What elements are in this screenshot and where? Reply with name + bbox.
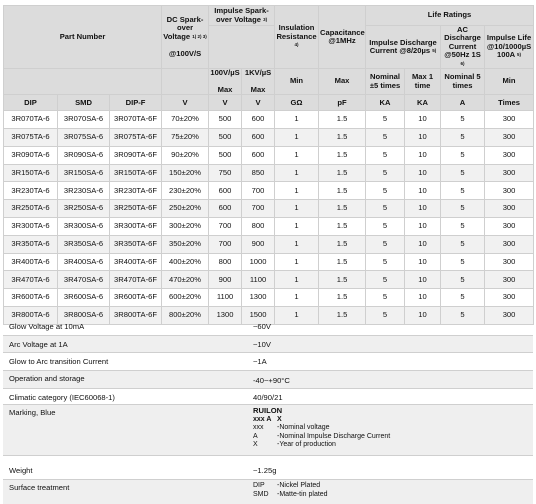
dipf-cell: 3R470TA-6F (110, 271, 162, 289)
glow-voltage-value: ~60V (253, 322, 271, 331)
max-discharge-cell: 10 (405, 235, 441, 253)
glow-voltage-label: Glow Voltage at 10mA (9, 322, 85, 331)
capacitance-cell: 1.5 (319, 111, 366, 129)
nominal-discharge-cell: 5 (366, 111, 405, 129)
impulse-life-cell: 300 (485, 129, 534, 147)
table-row (4, 218, 534, 236)
impulse-sparkover-header: Impulse Spark-over Voltage $^{3)}$ (209, 6, 275, 26)
smd-cell: 3R075SA-6 (58, 129, 110, 147)
weight-value: ~1.25g (253, 466, 277, 475)
impulse-life-header: Impulse Life @10/1000µS 100A $^{5)}$ (485, 26, 534, 69)
impulse-100-cell: 500 (209, 111, 242, 129)
nominal-discharge-cell: 5 (366, 235, 405, 253)
dc-sparkover-header: DC Spark-over Voltage $^{1) 2) 3)}$ @100V/S (162, 6, 209, 69)
impulse-life-cell: 300 (485, 146, 534, 164)
marking-a-line: A -Nominal Impulse Discharge Current (253, 432, 391, 440)
max-discharge-cell: 10 (405, 218, 441, 236)
insulation-cell: 1 (275, 253, 319, 271)
impulse-life-cell: 300 (485, 182, 534, 200)
nominal-discharge-cell: 5 (366, 129, 405, 147)
dc-voltage-cell: 230±20% (162, 182, 209, 200)
dipf-cell: 3R800TA-6F (110, 307, 162, 325)
impulse-100-cell: 1300 (209, 307, 242, 325)
capacitance-cell: 1.5 (319, 218, 366, 236)
unit-v-header: V (242, 95, 275, 111)
dipf-cell: 3R070TA-6F (110, 111, 162, 129)
surface-row (3, 480, 533, 504)
max-discharge-cell: 10 (405, 111, 441, 129)
insulation-cell: 1 (275, 307, 319, 325)
capacitance-cell: 1.5 (319, 146, 366, 164)
operation-row (3, 371, 533, 389)
table-row (4, 289, 534, 307)
insulation-cell: 1 (275, 235, 319, 253)
ac-discharge-cell: 5 (441, 218, 485, 236)
smd-cell: 3R470SA-6 (58, 271, 110, 289)
impulse-life-cell: 300 (485, 200, 534, 218)
nominal-discharge-cell: 5 (366, 182, 405, 200)
dipf-header: DIP-F (110, 95, 162, 111)
dip-cell: 3R800TA-6 (4, 307, 58, 325)
dipf-cell: 3R150TA-6F (110, 164, 162, 182)
life-ratings-header: Life Ratings (366, 6, 534, 26)
ac-discharge-cell: 5 (441, 289, 485, 307)
insulation-cell: 1 (275, 111, 319, 129)
climatic-label: Climatic category (IEC60068-1) (9, 393, 115, 402)
insulation-cell: 1 (275, 271, 319, 289)
dipf-cell: 3R600TA-6F (110, 289, 162, 307)
dip-cell: 3R075TA-6 (4, 129, 58, 147)
nominal-discharge-cell: 5 (366, 146, 405, 164)
insulation-cell: 1 (275, 146, 319, 164)
unit-v-header: V (209, 95, 242, 111)
insulation-min-header: Min (275, 69, 319, 95)
capacitance-cell: 1.5 (319, 200, 366, 218)
insulation-cell: 1 (275, 218, 319, 236)
ac-discharge-cell: 5 (441, 271, 485, 289)
dipf-cell: 3R350TA-6F (110, 235, 162, 253)
impulse-life-cell: 300 (485, 307, 534, 325)
impulse-100-cell: 1100 (209, 289, 242, 307)
marking-xxx-line: xxx -Nominal voltage (253, 424, 330, 432)
climatic-value: 40/90/21 (253, 393, 283, 402)
marking-brand: RUILON (253, 406, 283, 415)
dip-cell: 3R230TA-6 (4, 182, 58, 200)
smd-cell: 3R150SA-6 (58, 164, 110, 182)
nominal-5b-header: Nominal 5 times (441, 69, 485, 95)
table-row (4, 129, 534, 147)
impulse-1kv-cell: 600 (242, 129, 275, 147)
transition-current-value: ~1A (253, 357, 267, 366)
dip-cell: 3R470TA-6 (4, 271, 58, 289)
nominal-5-header: Nominal ±5 times (366, 69, 405, 95)
impulse-1kv-cell: 1500 (242, 307, 275, 325)
dc-voltage-cell: 470±20% (162, 271, 209, 289)
dc-voltage-cell: 75±20% (162, 129, 209, 147)
dc-voltage-cell: 90±20% (162, 146, 209, 164)
insulation-cell: 1 (275, 182, 319, 200)
impulse-1kv-cell: 700 (242, 182, 275, 200)
capacitance-cell: 1.5 (319, 253, 366, 271)
impulse-100-cell: 800 (209, 253, 242, 271)
impulse-100-cell: 700 (209, 235, 242, 253)
dc-voltage-cell: 350±20% (162, 235, 209, 253)
max-1-header: Max 1 time (405, 69, 441, 95)
nominal-discharge-cell: 5 (366, 253, 405, 271)
dip-cell: 3R070TA-6 (4, 111, 58, 129)
insulation-cell: 1 (275, 164, 319, 182)
smd-cell: 3R250SA-6 (58, 200, 110, 218)
smd-cell: 3R800SA-6 (58, 307, 110, 325)
max-discharge-cell: 10 (405, 253, 441, 271)
impulse-1kv-cell: 700 (242, 200, 275, 218)
smd-cell: 3R070SA-6 (58, 111, 110, 129)
impulse-1kv-cell: 1100 (242, 271, 275, 289)
dip-cell: 3R250TA-6 (4, 200, 58, 218)
marking-details (253, 407, 390, 450)
impulse-life-cell: 300 (485, 218, 534, 236)
part-number-spacer (4, 69, 162, 95)
table-row (4, 271, 534, 289)
arc-voltage-label: Arc Voltage at 1A (9, 340, 68, 349)
nominal-discharge-cell: 5 (366, 307, 405, 325)
transition-current-row (3, 353, 533, 371)
capacitance-cell: 1.5 (319, 129, 366, 147)
impulse-1kv-cell: 600 (242, 111, 275, 129)
dip-cell: 3R150TA-6 (4, 164, 58, 182)
dc-voltage-cell: 150±20% (162, 164, 209, 182)
impulse-1kv-cell: 1000 (242, 253, 275, 271)
marking-label: Marking, Blue (9, 408, 56, 417)
dip-cell: 3R600TA-6 (4, 289, 58, 307)
nominal-discharge-cell: 5 (366, 271, 405, 289)
impulse-1kv-cell: 900 (242, 235, 275, 253)
impulse-100-cell: 600 (209, 182, 242, 200)
capacitance-cell: 1.5 (319, 164, 366, 182)
ac-discharge-cell: 5 (441, 253, 485, 271)
climatic-row (3, 389, 533, 405)
dip-header: DIP (4, 95, 58, 111)
smd-cell: 3R600SA-6 (58, 289, 110, 307)
ac-discharge-cell: 5 (441, 200, 485, 218)
impulse-100-cell: 750 (209, 164, 242, 182)
table-row (4, 164, 534, 182)
dipf-cell: 3R250TA-6F (110, 200, 162, 218)
dipf-cell: 3R230TA-6F (110, 182, 162, 200)
nominal-discharge-cell: 5 (366, 164, 405, 182)
ac-discharge-header: AC Discharge Current @50Hz 1S $^{6)}$ (441, 26, 485, 69)
impulse-life-cell: 300 (485, 164, 534, 182)
impulse-life-cell: 300 (485, 271, 534, 289)
table-row (4, 146, 534, 164)
smd-cell: 3R230SA-6 (58, 182, 110, 200)
impulse-1kv-cell: 1300 (242, 289, 275, 307)
insulation-cell: 1 (275, 129, 319, 147)
surface-details (253, 482, 328, 499)
ac-discharge-cell: 5 (441, 307, 485, 325)
impulse-1kv-cell: 850 (242, 164, 275, 182)
impulse-life-cell: 300 (485, 289, 534, 307)
impulse-100-cell: 600 (209, 200, 242, 218)
unit-v-header: V (162, 95, 209, 111)
smd-header: SMD (58, 95, 110, 111)
impulse-life-cell: 300 (485, 235, 534, 253)
dip-cell: 3R090TA-6 (4, 146, 58, 164)
impulse-100-cell: 700 (209, 218, 242, 236)
additional-specs (3, 318, 533, 504)
capacitance-cell: 1.5 (319, 182, 366, 200)
max-discharge-cell: 10 (405, 182, 441, 200)
table-row (4, 253, 534, 271)
nominal-discharge-cell: 5 (366, 200, 405, 218)
impulse-1kv-cell: 800 (242, 218, 275, 236)
capacitance-cell: 1.5 (319, 307, 366, 325)
unit-gohm-header: GΩ (275, 95, 319, 111)
dc-spacer (162, 69, 209, 95)
dip-cell: 3R350TA-6 (4, 235, 58, 253)
max-discharge-cell: 10 (405, 289, 441, 307)
part-number-header: Part Number (4, 6, 162, 69)
ac-discharge-cell: 5 (441, 235, 485, 253)
arc-voltage-row (3, 336, 533, 353)
operation-value: -40~+90°C (253, 376, 290, 385)
table-row (4, 235, 534, 253)
capacitance-max-header: Max (319, 69, 366, 95)
marking-x-line: X -Year of production (253, 441, 336, 449)
marking-row (3, 405, 533, 456)
surface-label: Surface treatment (9, 483, 70, 492)
dc-voltage-cell: 600±20% (162, 289, 209, 307)
operation-label: Operation and storage (9, 374, 85, 383)
capacitance-header: Capacitance @1MHz (319, 6, 366, 69)
rate-100-header: 100V/µS Max (210, 68, 240, 94)
unit-times-header: Times (485, 95, 534, 111)
ac-discharge-cell: 5 (441, 146, 485, 164)
rate-1kv-header: 1KV/µS Max (242, 69, 275, 95)
unit-ka-header: KA (366, 95, 405, 111)
smd-cell: 3R400SA-6 (58, 253, 110, 271)
impulse-life-cell: 300 (485, 253, 534, 271)
surface-dip-line: DIP -Nickel Plated (253, 482, 321, 489)
capacitance-cell: 1.5 (319, 235, 366, 253)
insulation-cell: 1 (275, 200, 319, 218)
weight-row (3, 456, 533, 480)
table-row (4, 111, 534, 129)
max-discharge-cell: 10 (405, 271, 441, 289)
smd-cell: 3R090SA-6 (58, 146, 110, 164)
dipf-cell: 3R300TA-6F (110, 218, 162, 236)
dipf-cell: 3R090TA-6F (110, 146, 162, 164)
weight-label: Weight (9, 466, 33, 475)
max-discharge-cell: 10 (405, 307, 441, 325)
impulse-spacer (209, 26, 275, 69)
insulation-header: Insulation Resistance $^{4)}$ (275, 6, 319, 69)
unit-ka-header: KA (405, 95, 441, 111)
ac-discharge-cell: 5 (441, 182, 485, 200)
capacitance-cell: 1.5 (319, 289, 366, 307)
ac-discharge-cell: 5 (441, 164, 485, 182)
table-row (4, 182, 534, 200)
max-discharge-cell: 10 (405, 146, 441, 164)
smd-cell: 3R300SA-6 (58, 218, 110, 236)
capacitance-cell: 1.5 (319, 271, 366, 289)
max-discharge-cell: 10 (405, 200, 441, 218)
dc-voltage-cell: 400±20% (162, 253, 209, 271)
transition-current-label: Glow to Arc transition Current (9, 357, 109, 366)
dc-voltage-cell: 70±20% (162, 111, 209, 129)
max-discharge-cell: 10 (405, 164, 441, 182)
dip-cell: 3R400TA-6 (4, 253, 58, 271)
unit-pf-header: pF (319, 95, 366, 111)
impulse-100-cell: 900 (209, 271, 242, 289)
impulse-life-min-header: Min (485, 69, 534, 95)
specifications-table (3, 5, 534, 325)
nominal-discharge-cell: 5 (366, 218, 405, 236)
arc-voltage-value: ~10V (253, 340, 271, 349)
impulse-discharge-header: Impulse Discharge Current @8/20µs $^{5)}$ (366, 26, 441, 69)
table-row (4, 200, 534, 218)
glow-voltage-row (3, 318, 533, 336)
surface-smd-line: SMD -Matte-tin plated (253, 490, 328, 498)
dc-voltage-cell: 250±20% (162, 200, 209, 218)
impulse-100-cell: 500 (209, 146, 242, 164)
dc-voltage-cell: 800±20% (162, 307, 209, 325)
dip-cell: 3R300TA-6 (4, 218, 58, 236)
ac-discharge-cell: 5 (441, 129, 485, 147)
unit-a-header: A (441, 95, 485, 111)
impulse-life-cell: 300 (485, 111, 534, 129)
dc-voltage-cell: 300±20% (162, 218, 209, 236)
dipf-cell: 3R075TA-6F (110, 129, 162, 147)
smd-cell: 3R350SA-6 (58, 235, 110, 253)
ac-discharge-cell: 5 (441, 111, 485, 129)
marking-code: xxx A X (253, 415, 282, 423)
dipf-cell: 3R400TA-6F (110, 253, 162, 271)
max-discharge-cell: 10 (405, 129, 441, 147)
nominal-discharge-cell: 5 (366, 289, 405, 307)
impulse-1kv-cell: 600 (242, 146, 275, 164)
impulse-100-cell: 500 (209, 129, 242, 147)
insulation-cell: 1 (275, 289, 319, 307)
